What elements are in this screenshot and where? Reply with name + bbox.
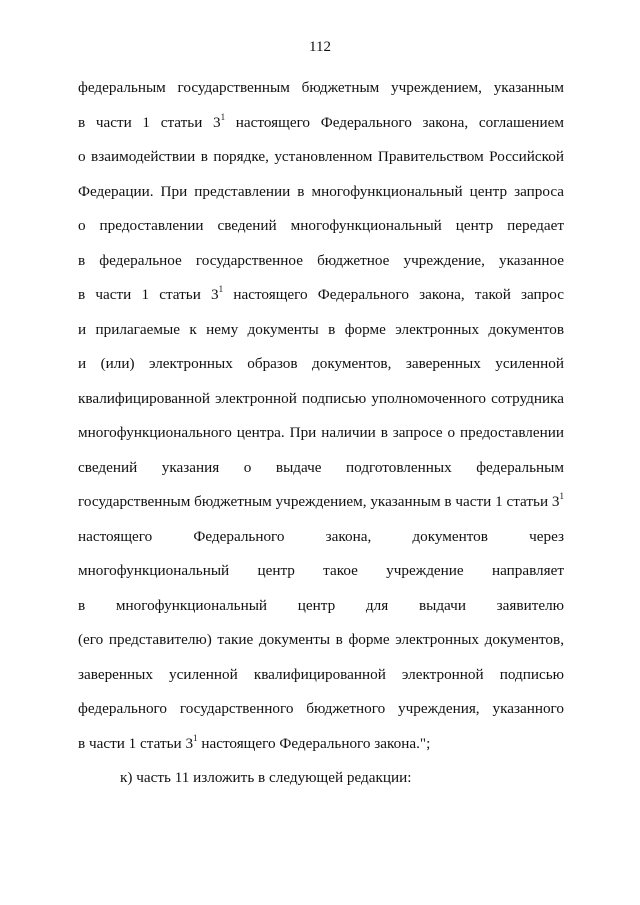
text-line: многофункциональный центр такое учреждение направляет	[78, 562, 564, 579]
text-line: (его представителю) такие документы в форме электронных документов,	[78, 631, 564, 648]
text-line: и (или) электронных образов документов, заверенных усиленной	[78, 355, 564, 372]
superscript: 1	[559, 491, 564, 501]
body-text	[78, 77, 564, 802]
text-line: сведений указания о выдаче подготовленных федеральным	[78, 458, 564, 476]
text-line: и прилагаемые к нему документы в форме электронных документов	[78, 320, 564, 338]
text-segment: в части 1 статьи 3	[78, 286, 219, 303]
text-segment: настоящего Федерального закона, соглашением	[225, 113, 564, 131]
text-line	[78, 284, 564, 319]
text-line	[78, 112, 564, 147]
text-line	[78, 491, 564, 526]
text-segment: настоящего Федерального закона, такой запрос	[223, 286, 564, 303]
text-line: настоящего Федерального закона, документов через	[78, 527, 564, 545]
text-line: Федерации. При представлении в многофункциональный центр запроса	[78, 182, 564, 200]
superscript: 1	[218, 284, 224, 294]
text-line: квалифицированной электронной подписью уполномоченного сотрудника	[78, 389, 564, 407]
text-line: о взаимодействии в порядке, установленном Правительством Российской	[78, 148, 564, 165]
text-line: федеральным государственным бюджетным учреждением, указанным	[78, 79, 564, 96]
text-segment: государственным бюджетным учреждением, указанным в части 1 статьи 3	[78, 493, 560, 510]
superscript: 1	[193, 732, 198, 743]
page-number: 112	[309, 39, 331, 55]
text-segment: в части 1 статьи 3	[78, 113, 221, 131]
text-line: в многофункциональный центр для выдачи заявителю	[78, 596, 564, 614]
text-line: многофункционального центра. При наличии в запросе о предоставлении	[78, 424, 564, 441]
text-line: заверенных усиленной квалифицированной электронной подписью	[78, 665, 564, 683]
text-segment: настоящего Федерального закона.";	[197, 734, 431, 752]
text-line: федерального государственного бюджетного учреждения, указанного	[78, 700, 564, 717]
text-line	[78, 733, 564, 768]
paragraph-amendment-k: к) часть 11 изложить в следующей редакции:	[120, 769, 412, 786]
text-segment: в части 1 статьи 3	[78, 734, 194, 752]
superscript: 1	[220, 111, 226, 122]
text-line: о предоставлении сведений многофункциональный центр передает	[78, 217, 564, 234]
text-line: в федеральное государственное бюджетное учреждение, указанное	[78, 251, 564, 269]
